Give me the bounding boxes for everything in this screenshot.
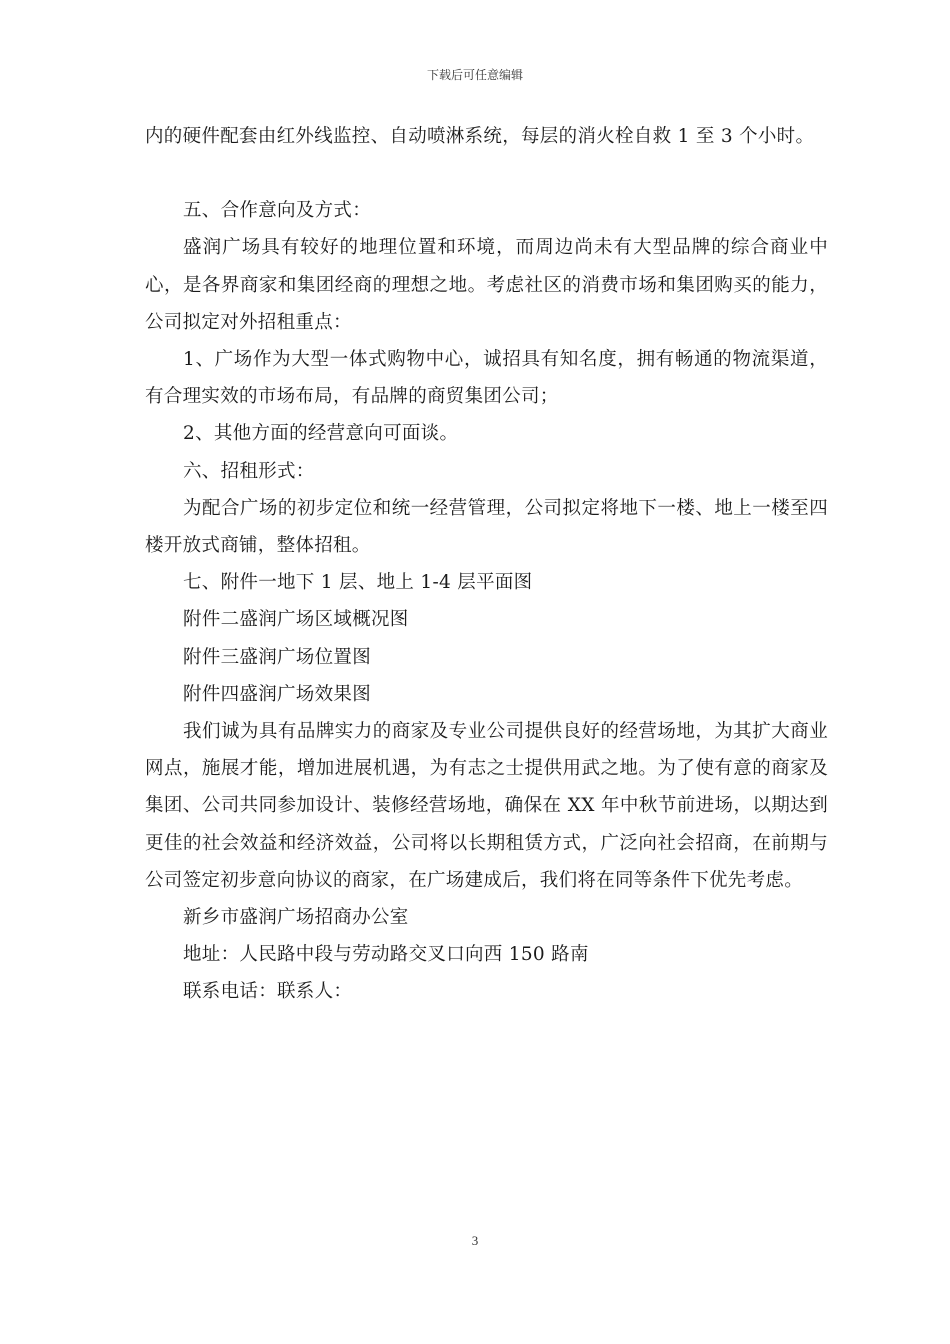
list-item-2: 2、其他方面的经营意向可面谈。 <box>183 423 459 445</box>
section-heading-leasing-form: 六、招租形式： <box>183 460 315 482</box>
page-number: 3 <box>471 1233 479 1248</box>
document-body <box>145 118 828 1011</box>
attachment-2: 附件二盛润广场区域概况图 <box>183 609 409 631</box>
paragraph-continued: 内的硬件配套由红外线监控、自动喷淋系统，每层的消火栓自救 1 至 3 个小时。 <box>145 126 815 147</box>
office-name: 新乡市盛润广场招商办公室 <box>183 907 409 929</box>
page-header: 下载后可任意编辑 <box>426 68 523 82</box>
paragraph-cooperation: 盛润广场具有较好的地理位置和环境，而周边尚未有大型品牌的综合商业中心，是各界商家和集团经商的理想之地。考虑社区的消费市场和集团购买的能力，公司拟定对外招租重点： <box>145 237 828 333</box>
contact-line: 联系电话：联系人： <box>183 981 353 1003</box>
section-heading-attachments: 七、附件一地下 1 层、地上 1-4 层平面图 <box>183 572 533 594</box>
attachment-4: 附件四盛润广场效果图 <box>183 683 372 705</box>
paragraph-closing: 我们诚为具有品牌实力的商家及专业公司提供良好的经营场地，为其扩大商业网点，施展才能，增加进展机遇，为有志之士提供用武之地。为了使有意的商家及集团、公司共同参加设计、装修经营场地，确保在 XX 年中秋节前进场，以期达到更佳的社会效益和经济效益，公司将以长期租赁方式，广泛向社会招商，在前期与公司签定初步意向协议的商家，在广场建成后，我们将在同等条件下优先考虑。 <box>145 721 828 891</box>
attachment-3: 附件三盛润广场位置图 <box>183 646 372 668</box>
list-item-1: 1、广场作为大型一体式购物中心，诚招具有知名度，拥有畅通的物流渠道，有合理实效的市场布局，有品牌的商贸集团公司； <box>145 349 828 408</box>
paragraph-leasing-form: 为配合广场的初步定位和统一经营管理，公司拟定将地下一楼、地上一楼至四楼开放式商铺，整体招租。 <box>145 497 828 557</box>
section-heading-cooperation: 五、合作意向及方式： <box>183 200 372 222</box>
address-line: 地址：人民路中段与劳动路交叉口向西 150 路南 <box>183 944 589 966</box>
